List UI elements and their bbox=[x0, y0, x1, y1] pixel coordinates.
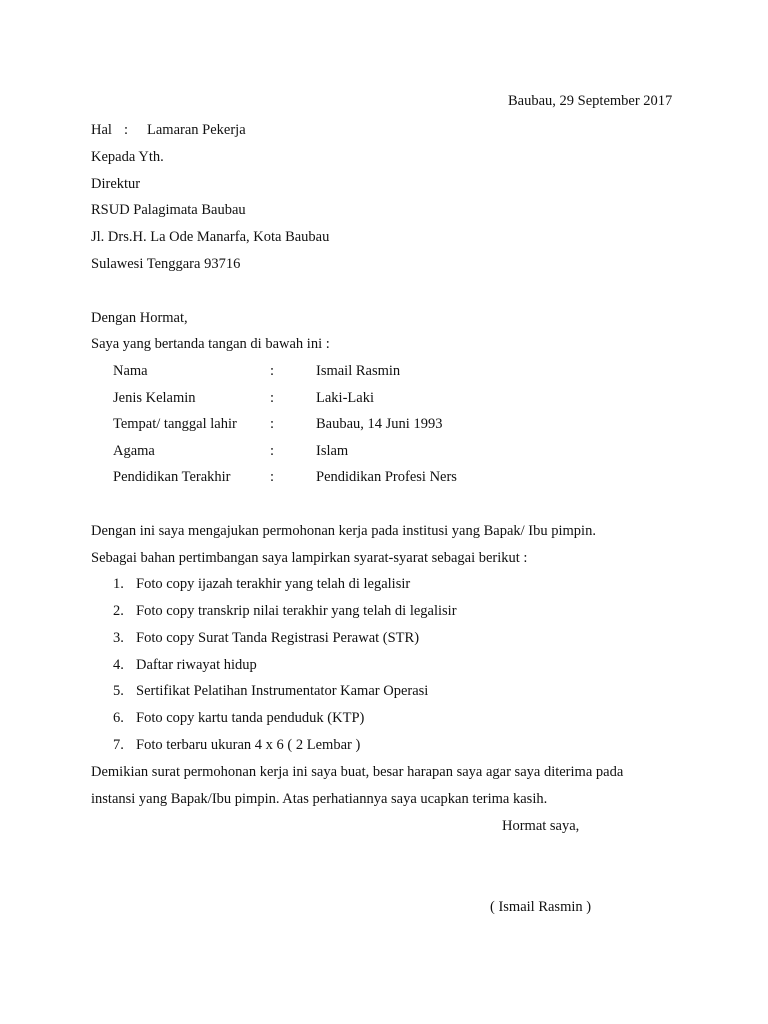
body-paragraph: Sebagai bahan pertimbangan saya lampirkan syarat-syarat sebagai berikut : bbox=[91, 550, 528, 566]
body-paragraph: Dengan ini saya mengajukan permohonan kerja pada institusi yang Bapak/ Ibu pimpin. bbox=[91, 523, 596, 539]
recipient-line: Direktur bbox=[91, 176, 141, 192]
detail-value: Laki-Laki bbox=[316, 390, 374, 406]
recipient-line: Jl. Drs.H. La Ode Manarfa, Kota Baubau bbox=[91, 229, 330, 245]
list-number: 5. bbox=[113, 683, 124, 699]
detail-value: Islam bbox=[316, 443, 349, 459]
detail-value: Pendidikan Profesi Ners bbox=[316, 469, 457, 485]
sign-off: Hormat saya, bbox=[502, 818, 580, 834]
list-item: Foto copy ijazah terakhir yang telah di legalisir bbox=[136, 576, 411, 592]
list-number: 4. bbox=[113, 657, 124, 673]
detail-colon: : bbox=[270, 363, 275, 379]
letter-date: Baubau, 29 September 2017 bbox=[508, 93, 673, 109]
closing-paragraph: Demikian surat permohonan kerja ini saya buat, besar harapan saya agar saya diterima pada bbox=[91, 764, 624, 780]
signature-name: ( Ismail Rasmin ) bbox=[490, 899, 592, 915]
list-item: Foto terbaru ukuran 4 x 6 ( 2 Lembar ) bbox=[136, 737, 361, 753]
subject-colon: : bbox=[124, 122, 129, 138]
detail-colon: : bbox=[270, 390, 275, 406]
list-item: Foto copy transkrip nilai terakhir yang telah di legalisir bbox=[136, 603, 457, 619]
list-number: 1. bbox=[113, 576, 124, 592]
detail-label: Pendidikan Terakhir bbox=[113, 469, 231, 485]
detail-colon: : bbox=[270, 469, 275, 485]
detail-value: Baubau, 14 Juni 1993 bbox=[316, 416, 443, 432]
recipient-line: Sulawesi Tenggara 93716 bbox=[91, 256, 241, 272]
recipient-line: RSUD Palagimata Baubau bbox=[91, 202, 246, 218]
list-number: 3. bbox=[113, 630, 124, 646]
list-number: 2. bbox=[113, 603, 124, 619]
detail-value: Ismail Rasmin bbox=[316, 363, 401, 379]
list-number: 6. bbox=[113, 710, 124, 726]
detail-colon: : bbox=[270, 443, 275, 459]
subject-text: Lamaran Pekerja bbox=[147, 122, 246, 138]
detail-colon: : bbox=[270, 416, 275, 432]
detail-label: Agama bbox=[113, 443, 155, 459]
list-number: 7. bbox=[113, 737, 124, 753]
greeting: Dengan Hormat, bbox=[91, 310, 188, 326]
list-item: Daftar riwayat hidup bbox=[136, 657, 257, 673]
detail-label: Nama bbox=[113, 363, 148, 379]
recipient-line: Kepada Yth. bbox=[91, 149, 164, 165]
intro-text: Saya yang bertanda tangan di bawah ini : bbox=[91, 336, 330, 352]
list-item: Sertifikat Pelatihan Instrumentator Kamar Operasi bbox=[136, 683, 429, 699]
list-item: Foto copy Surat Tanda Registrasi Perawat (STR) bbox=[136, 630, 420, 646]
subject-label: Hal bbox=[91, 122, 112, 138]
detail-label: Jenis Kelamin bbox=[113, 390, 196, 406]
list-item: Foto copy kartu tanda penduduk (KTP) bbox=[136, 710, 365, 726]
detail-label: Tempat/ tanggal lahir bbox=[113, 416, 237, 432]
closing-paragraph: instansi yang Bapak/Ibu pimpin. Atas perhatiannya saya ucapkan terima kasih. bbox=[91, 791, 548, 807]
